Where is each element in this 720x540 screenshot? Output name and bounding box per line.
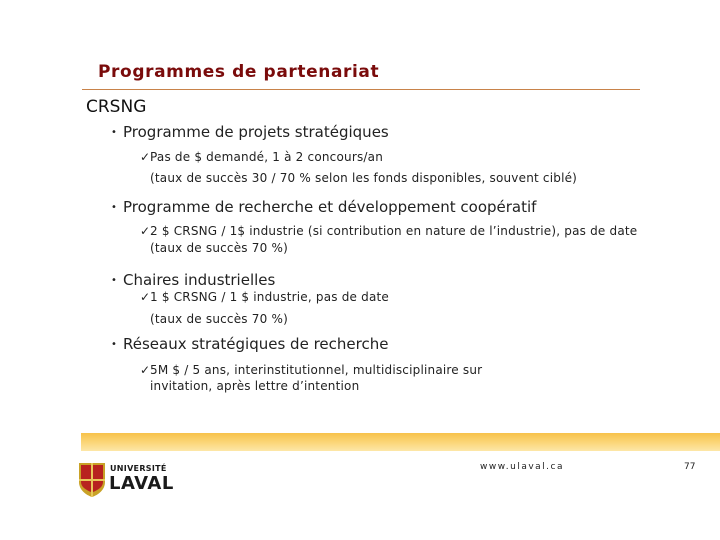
sub-item (140, 362, 482, 379)
logo-laval-text: LAVAL (109, 473, 174, 494)
sub-item (140, 289, 389, 306)
university-logo (78, 461, 174, 499)
check-icon: ✓ (140, 290, 151, 304)
sub-continuation: (taux de succès 30 / 70 % selon les fonds disponibles, souvent ciblé) (150, 171, 578, 185)
title-divider (82, 89, 640, 90)
website-url[interactable]: www.ulaval.ca (480, 462, 565, 472)
check-icon: ✓ (140, 224, 151, 238)
bullet-item (111, 271, 275, 289)
sub-text: Pas de $ demandé, 1 à 2 concours/an (150, 150, 384, 164)
sub-item (140, 223, 637, 240)
bullet-item (111, 123, 389, 141)
sub-text: 5M $ / 5 ans, interinstitutionnel, multidisciplinaire sur (150, 363, 483, 377)
bullet-item (111, 335, 388, 353)
page-number: 77 (684, 462, 696, 472)
bullet-label: Programme de projets stratégiques (123, 123, 389, 141)
sub-continuation: invitation, après lettre d’intention (150, 379, 360, 393)
bullet-dot: • (111, 339, 117, 350)
bullet-dot: • (111, 275, 117, 286)
bullet-label: Réseaux stratégiques de recherche (123, 335, 389, 353)
section-heading: CRSNG (86, 97, 147, 117)
crest-icon (78, 462, 106, 498)
sub-item (140, 149, 383, 166)
sub-text: 2 $ CRSNG / 1$ industrie (si contribution en nature de l’industrie), pas de date (150, 224, 638, 238)
bullet-label: Programme de recherche et développement coopératif (123, 198, 537, 216)
bullet-item (111, 198, 536, 216)
bullet-dot: • (111, 202, 117, 213)
check-icon: ✓ (140, 363, 151, 377)
sub-text: 1 $ CRSNG / 1 $ industrie, pas de date (150, 290, 389, 304)
logo-university-text: UNIVERSITÉ (110, 464, 167, 473)
sub-continuation: (taux de succès 70 %) (150, 312, 288, 326)
footer-bar (81, 433, 720, 451)
bullet-label: Chaires industrielles (123, 271, 276, 289)
sub-continuation: (taux de succès 70 %) (150, 241, 288, 255)
bullet-dot: • (111, 127, 117, 138)
check-icon: ✓ (140, 150, 151, 164)
slide-title: Programmes de partenariat (98, 62, 380, 82)
